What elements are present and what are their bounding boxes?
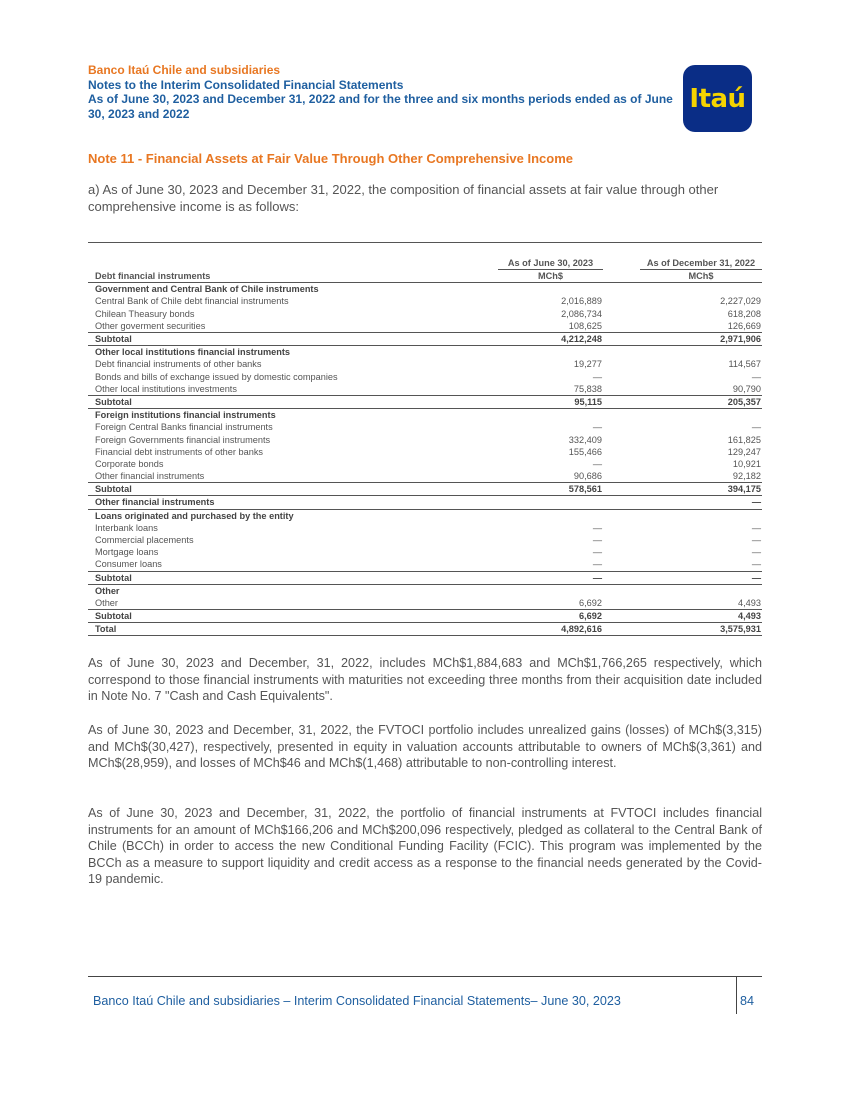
- table-row: [88, 558, 762, 571]
- table-row: [88, 433, 762, 445]
- row-label: Financial debt instruments of other banks: [95, 446, 264, 457]
- row-value-2023: [498, 346, 603, 359]
- row-value-2023: 578,561: [498, 483, 603, 496]
- row-value-2023: —: [592, 559, 602, 570]
- row-label: Chilean Theasury bonds: [95, 308, 195, 319]
- table-row: [88, 421, 762, 433]
- statement-title: Notes to the Interim Consolidated Financial Statements: [88, 77, 404, 92]
- table-row: [88, 332, 762, 345]
- row-label: Total: [88, 623, 498, 636]
- row-value-2022: 10,921: [732, 458, 761, 469]
- row-value-2022: —: [751, 535, 761, 546]
- row-label: Other goverment securities: [95, 320, 206, 331]
- row-value-2022: [640, 509, 762, 522]
- row-label: Government and Central Bank of Chile instruments: [95, 284, 319, 295]
- row-value-2022: 2,971,906: [640, 332, 762, 345]
- row-value-2022: 129,247: [727, 446, 761, 457]
- footer-vertical-divider: [736, 976, 737, 1014]
- row-label: Subtotal: [88, 332, 498, 345]
- footer-text: Banco Itaú Chile and subsidiaries – Interim Consolidated Financial Statements– June 30, 2023: [93, 994, 621, 1008]
- table-row: [88, 358, 762, 370]
- row-label: Interbank loans: [95, 522, 158, 533]
- row-label: Other financial instruments: [95, 471, 205, 482]
- table-row: [88, 571, 762, 584]
- table-row: [88, 597, 762, 610]
- row-value-2023: [498, 496, 603, 509]
- row-value-2023: 95,115: [498, 395, 603, 408]
- row-label: Foreign Central Banks financial instruments: [95, 422, 273, 433]
- financial-assets-table: [88, 242, 762, 636]
- row-value-2022: —: [751, 559, 761, 570]
- row-value-2022: —: [751, 522, 761, 533]
- table-row: [88, 546, 762, 558]
- row-value-2023: —: [592, 547, 602, 558]
- table-row: [88, 534, 762, 546]
- row-label: Other financial instruments: [88, 496, 498, 509]
- row-label: Commercial placements: [95, 535, 194, 546]
- row-label: Bonds and bills of exchange issued by domestic companies: [95, 371, 338, 382]
- row-value-2023: —: [498, 571, 603, 584]
- table-row: [88, 283, 762, 296]
- paragraph-unrealized-gains: As of June 30, 2023 and December, 31, 2022, the FVTOCI portfolio includes unrealized gains (losses) of MCh$(3,315) and MCh$(30,427), respectively, presented in equity in valuation accounts attributable to owners of MCh$(3,361) and MCh$(28,959), and losses of MCh$46 and MCh$(1,468) attributable to non-controlling interest.: [88, 723, 762, 770]
- table-row: [88, 522, 762, 534]
- row-label: Foreign institutions financial instruments: [95, 410, 276, 421]
- table-row: [88, 446, 762, 458]
- row-value-2023: 75,838: [573, 383, 602, 394]
- row-value-2022: 394,175: [640, 483, 762, 496]
- row-value-2022: 4,493: [640, 610, 762, 623]
- table-row: [88, 509, 762, 522]
- row-value-2023: 4,212,248: [498, 332, 603, 345]
- note-intro: a) As of June 30, 2023 and December 31, 2022, the composition of financial assets at fair value through other comprehensive income is as follows:: [88, 182, 719, 214]
- row-value-2023: —: [592, 422, 602, 433]
- row-value-2023: 332,409: [568, 434, 602, 445]
- col2-header: As of December 31, 2022: [640, 243, 762, 270]
- table-row: [88, 371, 762, 383]
- row-value-2022: [640, 409, 762, 422]
- row-value-2022: —: [640, 571, 762, 584]
- row-value-2023: —: [592, 522, 602, 533]
- table-row: [88, 610, 762, 623]
- row-label: Other local institutions investments: [95, 383, 237, 394]
- row-value-2022: 92,182: [732, 471, 761, 482]
- row-value-2023: [498, 409, 603, 422]
- table-row: [88, 496, 762, 509]
- row-value-2022: 2,227,029: [720, 296, 761, 307]
- row-value-2023: —: [592, 458, 602, 469]
- row-value-2023: 6,692: [498, 610, 603, 623]
- paragraph-collateral: As of June 30, 2023 and December, 31, 2022, the portfolio of financial instruments at FVTOCI includes financial instruments for an amount of MCh$166,206 and MCh$200,096 respectively, pledged as collateral to the Central Bank of Chile (BCCh) in order to access the new Conditional Funding Facility (FCIC). This program was implemented by the BCCh as a measure to support liquidity and credit access as a response to the financial needs generated by the Covid-19 pandemic.: [88, 806, 762, 886]
- row-value-2022: —: [751, 371, 761, 382]
- row-value-2023: —: [592, 535, 602, 546]
- row-label: Foreign Governments financial instruments: [95, 434, 271, 445]
- row-label: Central Bank of Chile debt financial instruments: [95, 296, 289, 307]
- row-value-2022: [640, 584, 762, 597]
- table-row: [88, 308, 762, 320]
- row-label: Loans originated and purchased by the entity: [95, 510, 294, 521]
- row-label: Subtotal: [88, 483, 498, 496]
- note-title: Note 11 - Financial Assets at Fair Value Through Other Comprehensive Income: [88, 151, 573, 166]
- row-value-2022: 4,493: [738, 597, 761, 608]
- row-label: Other: [95, 597, 118, 608]
- row-label: Mortgage loans: [95, 547, 159, 558]
- row-value-2022: [640, 283, 762, 296]
- row-value-2023: 90,686: [573, 471, 602, 482]
- row-label: Other local institutions financial instruments: [95, 347, 291, 358]
- table-row: [88, 458, 762, 470]
- table-header-row: [88, 243, 762, 270]
- itau-logo: [683, 65, 752, 132]
- row-label: Subtotal: [88, 610, 498, 623]
- row-value-2022: 126,669: [727, 320, 761, 331]
- table-row: [88, 320, 762, 333]
- row-label: Corporate bonds: [95, 458, 164, 469]
- row-value-2022: —: [751, 422, 761, 433]
- row-value-2022: 3,575,931: [640, 623, 762, 636]
- row-value-2022: 205,357: [640, 395, 762, 408]
- row-value-2023: 2,086,734: [561, 308, 602, 319]
- row-label: Consumer loans: [95, 559, 162, 570]
- row-value-2023: [498, 584, 603, 597]
- page-number: 84: [740, 994, 755, 1008]
- row-value-2023: [498, 509, 603, 522]
- row-value-2023: 6,692: [579, 597, 602, 608]
- row-value-2022: 114,567: [728, 359, 761, 370]
- row-value-2022: 161,825: [727, 434, 761, 445]
- logo-text: Itaú: [689, 83, 746, 114]
- row-label: Other: [95, 585, 120, 596]
- row-value-2023: 4,892,616: [498, 623, 603, 636]
- row-label: Subtotal: [88, 395, 498, 408]
- page-header: [88, 63, 678, 121]
- statement-period: As of June 30, 2023 and December 31, 2022 and for the three and six months periods ended as of June 30, 2023 and 2022: [88, 92, 673, 121]
- table-units-row: [88, 270, 762, 283]
- paragraph-maturities: As of June 30, 2023 and December, 31, 2022, includes MCh$1,884,683 and MCh$1,766,265 respectively, which correspond to those financial instruments with maturities not exceeding three months from their acquisition date included in Note No. 7 "Cash and Cash Equivalents".: [88, 656, 762, 703]
- table-row: [88, 623, 762, 636]
- table-row: [88, 346, 762, 359]
- row-label: Subtotal: [88, 571, 498, 584]
- row-value-2022: —: [640, 496, 762, 509]
- table-row: [88, 295, 762, 307]
- label-header: Debt financial instruments: [88, 270, 498, 283]
- col1-header: As of June 30, 2023: [498, 243, 603, 270]
- row-value-2022: —: [751, 547, 761, 558]
- col2-unit: MCh$: [640, 270, 762, 283]
- table-row: [88, 584, 762, 597]
- row-value-2023: 155,466: [568, 446, 602, 457]
- table-row: [88, 409, 762, 422]
- table-row: [88, 395, 762, 408]
- table-row: [88, 483, 762, 496]
- row-value-2023: [498, 283, 603, 296]
- footer-divider: [88, 976, 762, 977]
- row-value-2023: —: [592, 371, 602, 382]
- row-value-2023: 2,016,889: [561, 296, 602, 307]
- row-value-2022: [640, 346, 762, 359]
- row-value-2023: 19,277: [573, 359, 602, 370]
- row-value-2022: 618,208: [727, 308, 761, 319]
- col1-unit: MCh$: [498, 270, 603, 283]
- table-row: [88, 470, 762, 483]
- table-row: [88, 383, 762, 396]
- row-label: Debt financial instruments of other banks: [95, 359, 262, 370]
- row-value-2022: 90,790: [732, 383, 761, 394]
- company-name: Banco Itaú Chile and subsidiaries: [88, 63, 281, 77]
- row-value-2023: 108,625: [568, 320, 602, 331]
